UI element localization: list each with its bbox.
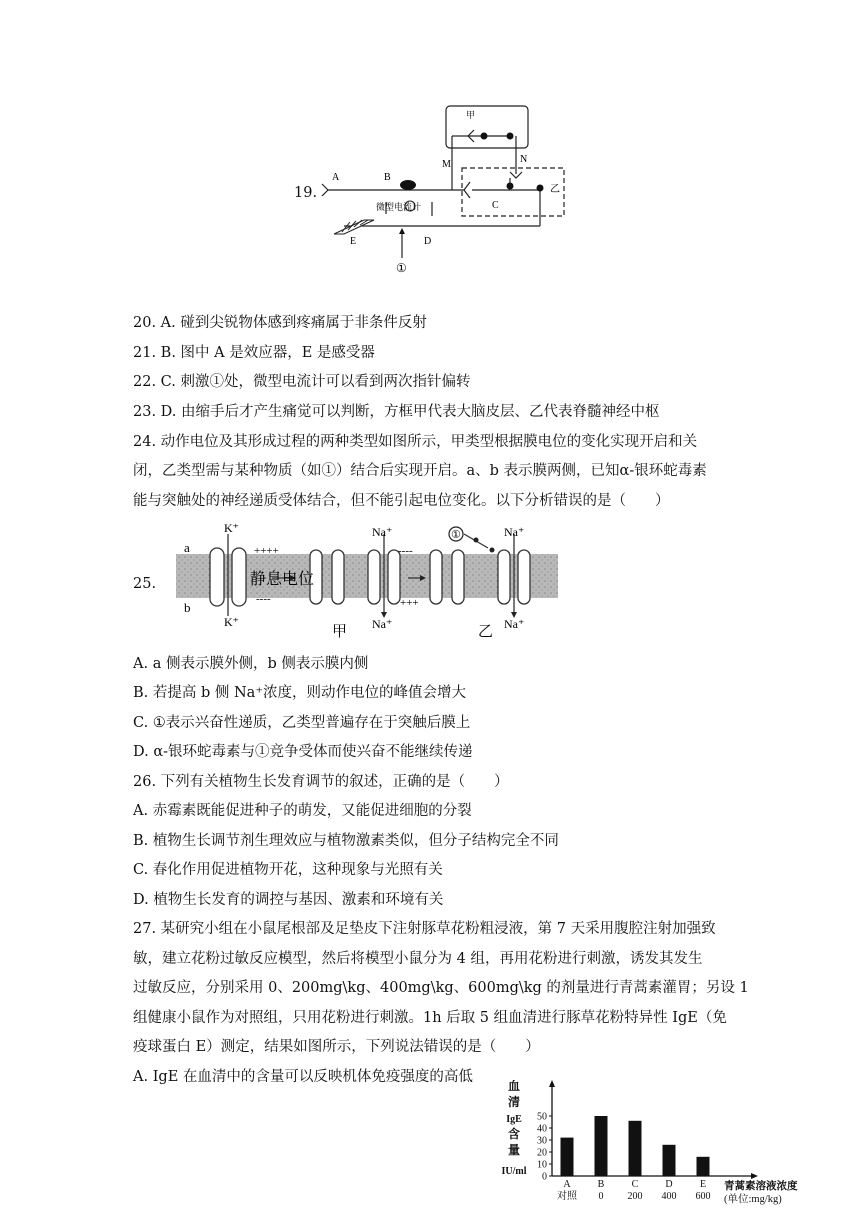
svg-text:----: ----	[256, 593, 271, 605]
x-axis-arrow	[751, 1173, 758, 1179]
y-axis-arrow	[549, 1080, 555, 1087]
x-tick-label: B	[597, 1179, 605, 1190]
bar	[697, 1157, 710, 1176]
q25-number: 25.	[133, 576, 157, 592]
y-axis-label: IU/ml	[501, 1166, 527, 1177]
svg-text:a: a	[184, 540, 190, 555]
q27-stem-4: 组健康小鼠作为对照组，只用花粉进行刺激。1h 后取 5 组血清进行豚草花粉特异性 IgE（免	[133, 1010, 727, 1026]
svg-text:K⁺: K⁺	[224, 521, 239, 535]
svg-text:D: D	[424, 236, 432, 247]
membrane-channel-diagram	[172, 520, 564, 642]
svg-text:乙: 乙	[478, 624, 494, 640]
y-axis-label: IgE	[506, 1114, 522, 1125]
svg-text:①: ①	[451, 529, 461, 541]
y-axis-label: 含	[507, 1127, 521, 1141]
y-tick-label: 50	[537, 1111, 547, 1123]
q24-line-3: 能与突触处的神经递质受体结合，但不能引起电位变化。以下分析错误的是（ ）	[133, 493, 670, 509]
svg-text:++++: ++++	[254, 545, 279, 557]
x-tick-label: C	[631, 1179, 639, 1190]
x-tick-sublabel: 200	[627, 1191, 643, 1202]
reflex-arc-diagram	[320, 102, 570, 280]
q27-stem-1: 27. 某研究小组在小鼠尾根部及足垫皮下注射豚草花粉粗浸液，第 7 天采用腹腔注射加强致	[133, 921, 716, 937]
y-tick-label: 0	[542, 1171, 547, 1183]
svg-text:①: ①	[396, 261, 407, 275]
q27-stem-5: 疫球蛋白 E）测定，结果如图所示，下列说法错误的是（ ）	[133, 1039, 540, 1055]
svg-text:+++: +++	[400, 597, 419, 609]
svg-text:乙: 乙	[550, 184, 560, 195]
q25-option-d: D. α-银环蛇毒素与①竞争受体而使兴奋不能继续传递	[133, 744, 473, 760]
svg-text:静息电位: 静息电位	[250, 571, 315, 588]
bar	[595, 1116, 608, 1176]
q26-option-c: C. 春化作用促进植物开花，这种现象与光照有关	[133, 862, 443, 878]
q25-option-b: B. 若提高 b 侧 Na⁺浓度，则动作电位的峰值会增大	[133, 685, 466, 701]
q25-option-a: A. a 侧表示膜外侧，b 侧表示膜内侧	[133, 656, 369, 672]
q26-option-b: B. 植物生长调节剂生理效应与植物激素类似，但分子结构完全不同	[133, 833, 559, 849]
q21-line: 21. B. 图中 A 是效应器，E 是感受器	[133, 345, 375, 361]
x-axis-unit: (单位:mg/kg)	[724, 1194, 782, 1205]
x-tick-sublabel: 400	[661, 1191, 677, 1202]
svg-text:甲: 甲	[466, 110, 476, 120]
q26-option-a: A. 赤霉素既能促进种子的萌发，又能促进细胞的分裂	[133, 803, 472, 819]
q23-line: 23. D. 由缩手后才产生痛觉可以判断，方框甲代表大脑皮层、乙代表脊髓神经中枢	[133, 404, 660, 420]
svg-text:Na⁺: Na⁺	[372, 617, 393, 631]
q24-line-1: 24. 动作电位及其形成过程的两种类型如图所示，甲类型根据膜电位的变化实现开启和关	[133, 434, 698, 450]
bar	[629, 1121, 642, 1176]
y-axis-label: 血	[507, 1080, 521, 1093]
bar	[561, 1138, 574, 1176]
q25-option-c: C. ①表示兴奋性递质，乙类型普遍存在于突触后膜上	[133, 715, 471, 731]
x-tick-label: A	[563, 1179, 571, 1190]
y-axis-label: 清	[507, 1095, 521, 1109]
y-tick-label: 40	[537, 1123, 547, 1135]
svg-text:微型电流计: 微型电流计	[376, 202, 422, 212]
q22-line: 22. C. 刺激①处，微型电流计可以看到两次指针偏转	[133, 374, 471, 390]
x-tick-label: E	[699, 1179, 707, 1190]
x-axis-label: 青蒿素溶液浓度	[724, 1181, 798, 1192]
svg-text:B: B	[384, 172, 391, 183]
y-tick-label: 30	[537, 1135, 547, 1147]
y-tick-label: 20	[537, 1147, 547, 1159]
x-tick-sublabel: 600	[695, 1191, 711, 1202]
q20-line: 20. A. 碰到尖锐物体感到疼痛属于非条件反射	[133, 315, 427, 331]
svg-text:M: M	[442, 159, 451, 170]
q26-stem: 26. 下列有关植物生长发育调节的叙述，正确的是（ ）	[133, 774, 509, 790]
svg-text:Na⁺: Na⁺	[504, 617, 525, 631]
x-tick-label: D	[665, 1179, 673, 1190]
svg-text:K⁺: K⁺	[224, 615, 239, 629]
q24-line-2: 闭，乙类型需与某种物质（如①）结合后实现开启。a、b 表示膜两侧，已知α-银环蛇毒素	[133, 463, 707, 479]
svg-text:b: b	[184, 600, 191, 615]
svg-text:A: A	[332, 172, 340, 183]
svg-text:甲: 甲	[332, 624, 348, 640]
svg-text:E: E	[350, 236, 357, 247]
y-axis-label: 量	[507, 1143, 521, 1157]
svg-text:N: N	[520, 154, 528, 165]
x-tick-sublabel: 对照	[557, 1191, 577, 1202]
q27-stem-2: 敏，建立花粉过敏反应模型，然后将模型小鼠分为 4 组，再用花粉进行刺激，诱发其发生	[133, 951, 703, 967]
y-tick-label: 10	[537, 1159, 547, 1171]
q27-option-a: A. IgE 在血清中的含量可以反映机体免疫强度的高低	[133, 1069, 473, 1085]
bar	[663, 1145, 676, 1176]
x-tick-sublabel: 0	[598, 1191, 604, 1202]
q19-number: 19.	[294, 185, 318, 201]
svg-text:C: C	[492, 200, 499, 211]
svg-text:----: ----	[398, 545, 413, 557]
ige-bar-chart	[496, 1080, 816, 1212]
svg-text:Na⁺: Na⁺	[372, 525, 393, 539]
q27-stem-3: 过敏反应，分别采用 0、200mg\kg、400mg\kg、600mg\kg 的剂量进行青蒿素灌胃；另设 1	[133, 980, 749, 996]
svg-text:Na⁺: Na⁺	[504, 525, 525, 539]
q26-option-d: D. 植物生长发育的调控与基因、激素和环境有关	[133, 892, 444, 908]
